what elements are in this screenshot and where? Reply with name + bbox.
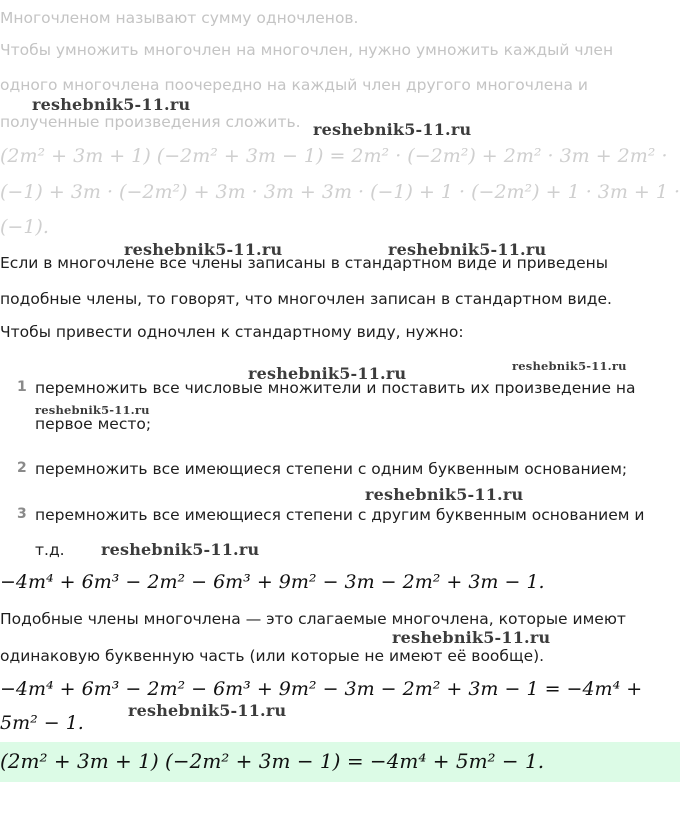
intro-line-2: Чтобы умножить многочлен на многочлен, нужно умножить каждый член <box>0 41 614 59</box>
watermark: reshebnik5-11.ru <box>392 628 551 647</box>
watermark: reshebnik5-11.ru <box>35 403 150 417</box>
formula-multiply-line-3: (−1). <box>0 216 49 238</box>
watermark: reshebnik5-11.ru <box>512 359 627 373</box>
similar-terms-line-1: Подобные члены многочлена — это слагаемые многочлена, которые имеют <box>0 610 626 628</box>
step-number-3: 3 <box>17 506 27 522</box>
step-1-line-2: первое место; <box>35 415 152 433</box>
watermark: reshebnik5-11.ru <box>124 240 283 259</box>
watermark: reshebnik5-11.ru <box>365 485 524 504</box>
step-number-1: 1 <box>17 379 27 395</box>
watermark: reshebnik5-11.ru <box>388 240 547 259</box>
formula-result: (2m² + 3m + 1) (−2m² + 3m − 1) = −4m⁴ + 5m² − 1. <box>0 749 545 773</box>
formula-simplified-line-1: −4m⁴ + 6m³ − 2m² − 6m³ + 9m² − 3m − 2m² + 3m − 1 = −4m⁴ + <box>0 678 643 700</box>
intro-line-3: одного многочлена поочередно на каждый член другого многочлена и <box>0 76 588 94</box>
step-3-line-1: перемножить все имеющиеся степени с другим буквенным основанием и <box>35 506 645 524</box>
standard-form-line-1: Если в многочлене все члены записаны в стандартном виде и приведены <box>0 254 609 272</box>
watermark: reshebnik5-11.ru <box>128 701 287 720</box>
standard-form-line-2: подобные члены, то говорят, что многочлен записан в стандартном виде. <box>0 290 612 308</box>
intro-line-4: полученные произведения сложить. <box>0 113 301 131</box>
formula-expanded: −4m⁴ + 6m³ − 2m² − 6m³ + 9m² − 3m − 2m² + 3m − 1. <box>0 571 545 593</box>
standard-form-line-3: Чтобы привести одночлен к стандартному виду, нужно: <box>0 323 464 341</box>
formula-multiply-line-2: (−1) + 3m · (−2m²) + 3m · 3m + 3m · (−1) + 1 · (−2m²) + 1 · 3m + 1 · <box>0 181 680 203</box>
formula-multiply-line-1: (2m² + 3m + 1) (−2m² + 3m − 1) = 2m² · (−2m²) + 2m² · 3m + 2m² · <box>0 145 668 167</box>
watermark: reshebnik5-11.ru <box>32 95 191 114</box>
step-1-line-1: перемножить все числовые множители и поставить их произведение на <box>35 379 636 397</box>
step-number-2: 2 <box>17 460 27 476</box>
watermark: reshebnik5-11.ru <box>248 364 407 383</box>
intro-line-1: Многочленом называют сумму одночленов. <box>0 9 359 27</box>
step-2-line-1: перемножить все имеющиеся степени с одним буквенным основанием; <box>35 460 628 478</box>
similar-terms-line-2: одинаковую буквенную часть (или которые не имеют её вообще). <box>0 647 545 665</box>
watermark: reshebnik5-11.ru <box>101 540 260 559</box>
formula-simplified-line-2: 5m² − 1. <box>0 712 84 734</box>
step-3-line-2: т.д. <box>35 541 65 559</box>
watermark: reshebnik5-11.ru <box>313 120 472 139</box>
